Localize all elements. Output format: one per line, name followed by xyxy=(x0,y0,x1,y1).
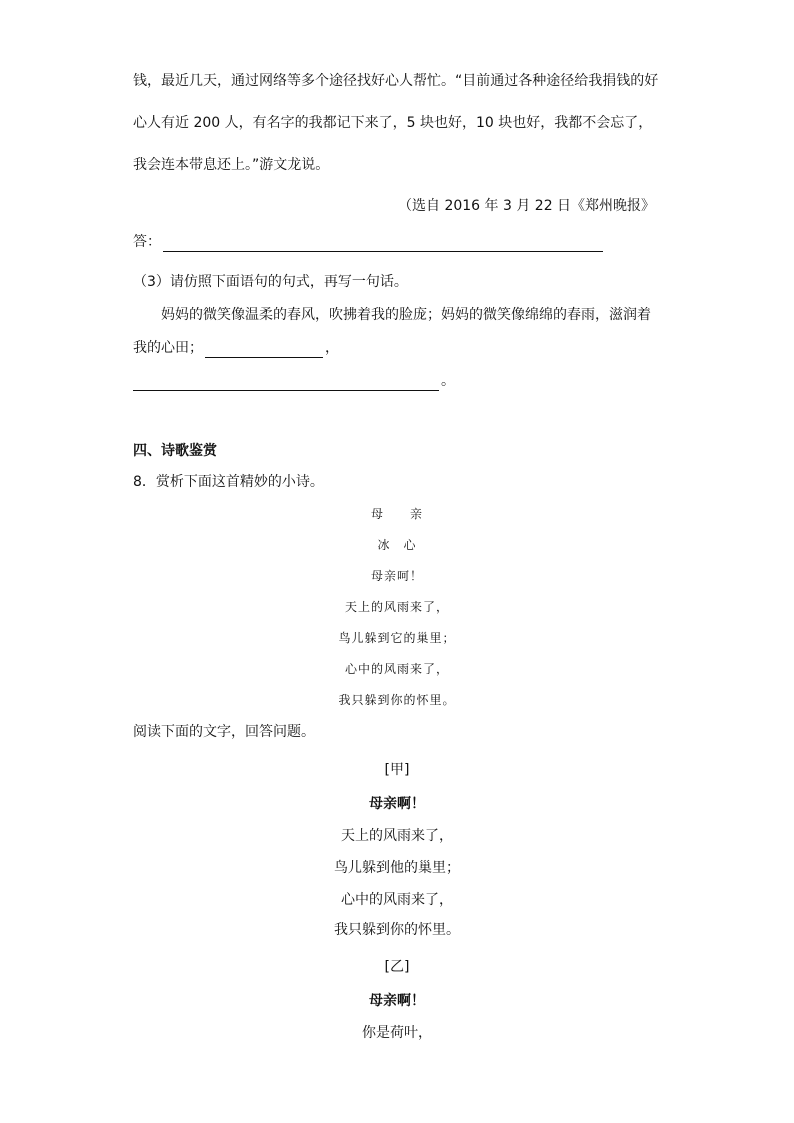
poem-jia-line: 天上的风雨来了， xyxy=(341,828,453,844)
poem-yi-first-line: 母亲啊！ xyxy=(369,993,425,1009)
q3-line-3-suffix: 。 xyxy=(441,373,455,389)
poem-line: 心中的风雨来了， xyxy=(344,662,449,676)
poem-jia-first-line: 母亲啊！ xyxy=(369,796,425,812)
poem-jia-label: [甲] xyxy=(384,762,410,778)
q3-sample-line-1: 妈妈的微笑像温柔的春风，吹拂着我的脸庞；妈妈的微笑像绵绵的春雨，滋润着 xyxy=(161,307,651,323)
q3-blank-2[interactable] xyxy=(133,374,439,391)
poem-author: 冰 心 xyxy=(377,538,417,552)
poem-line: 母亲呵！ xyxy=(370,569,423,583)
passage-source: （选自 2016 年 3 月 22 日《郑州晚报》 xyxy=(398,198,656,214)
poem-jia-line: 心中的风雨来了， xyxy=(341,892,453,908)
poem-yi-line: 你是荷叶， xyxy=(362,1025,432,1041)
poem-yi-label: [乙] xyxy=(384,959,410,975)
section-heading: 四、诗歌鉴赏 xyxy=(133,443,217,459)
passage-line-2: 心人有近 200 人，有名字的我都记下来了，5 块也好，10 块也好，我都不会忘了， xyxy=(133,115,653,131)
q3-sample-prefix: 我的心田； xyxy=(133,340,203,356)
poem-title: 母 亲 xyxy=(370,507,423,521)
poem-jia-line: 鸟儿躲到他的巢里； xyxy=(334,860,460,876)
passage-line-1: 钱，最近几天，通过网络等多个途径找好心人帮忙。“目前通过各种途径给我捐钱的好 xyxy=(133,73,659,89)
q3-blank-1[interactable] xyxy=(205,341,323,358)
q3-prompt: （3）请仿照下面语句的句式，再写一句话。 xyxy=(133,274,408,290)
q3-sample-line-2 xyxy=(133,338,339,358)
answer-blank[interactable] xyxy=(163,235,603,252)
q3-line-3 xyxy=(133,371,455,391)
poem-jia-line: 我只躲到你的怀里。 xyxy=(334,922,460,938)
answer-row xyxy=(133,232,605,252)
read-prompt: 阅读下面的文字，回答问题。 xyxy=(133,724,315,740)
answer-label: 答： xyxy=(133,234,161,250)
question-8: 8．赏析下面这首精妙的小诗。 xyxy=(133,474,324,490)
poem-line: 我只躲到你的怀里。 xyxy=(338,693,456,707)
poem-line: 天上的风雨来了， xyxy=(344,600,449,614)
passage-line-3: 我会连本带息还上。”游文龙说。 xyxy=(133,157,330,173)
poem-line: 鸟儿躲到它的巢里； xyxy=(338,631,456,645)
q3-sample-suffix: ， xyxy=(325,340,339,356)
